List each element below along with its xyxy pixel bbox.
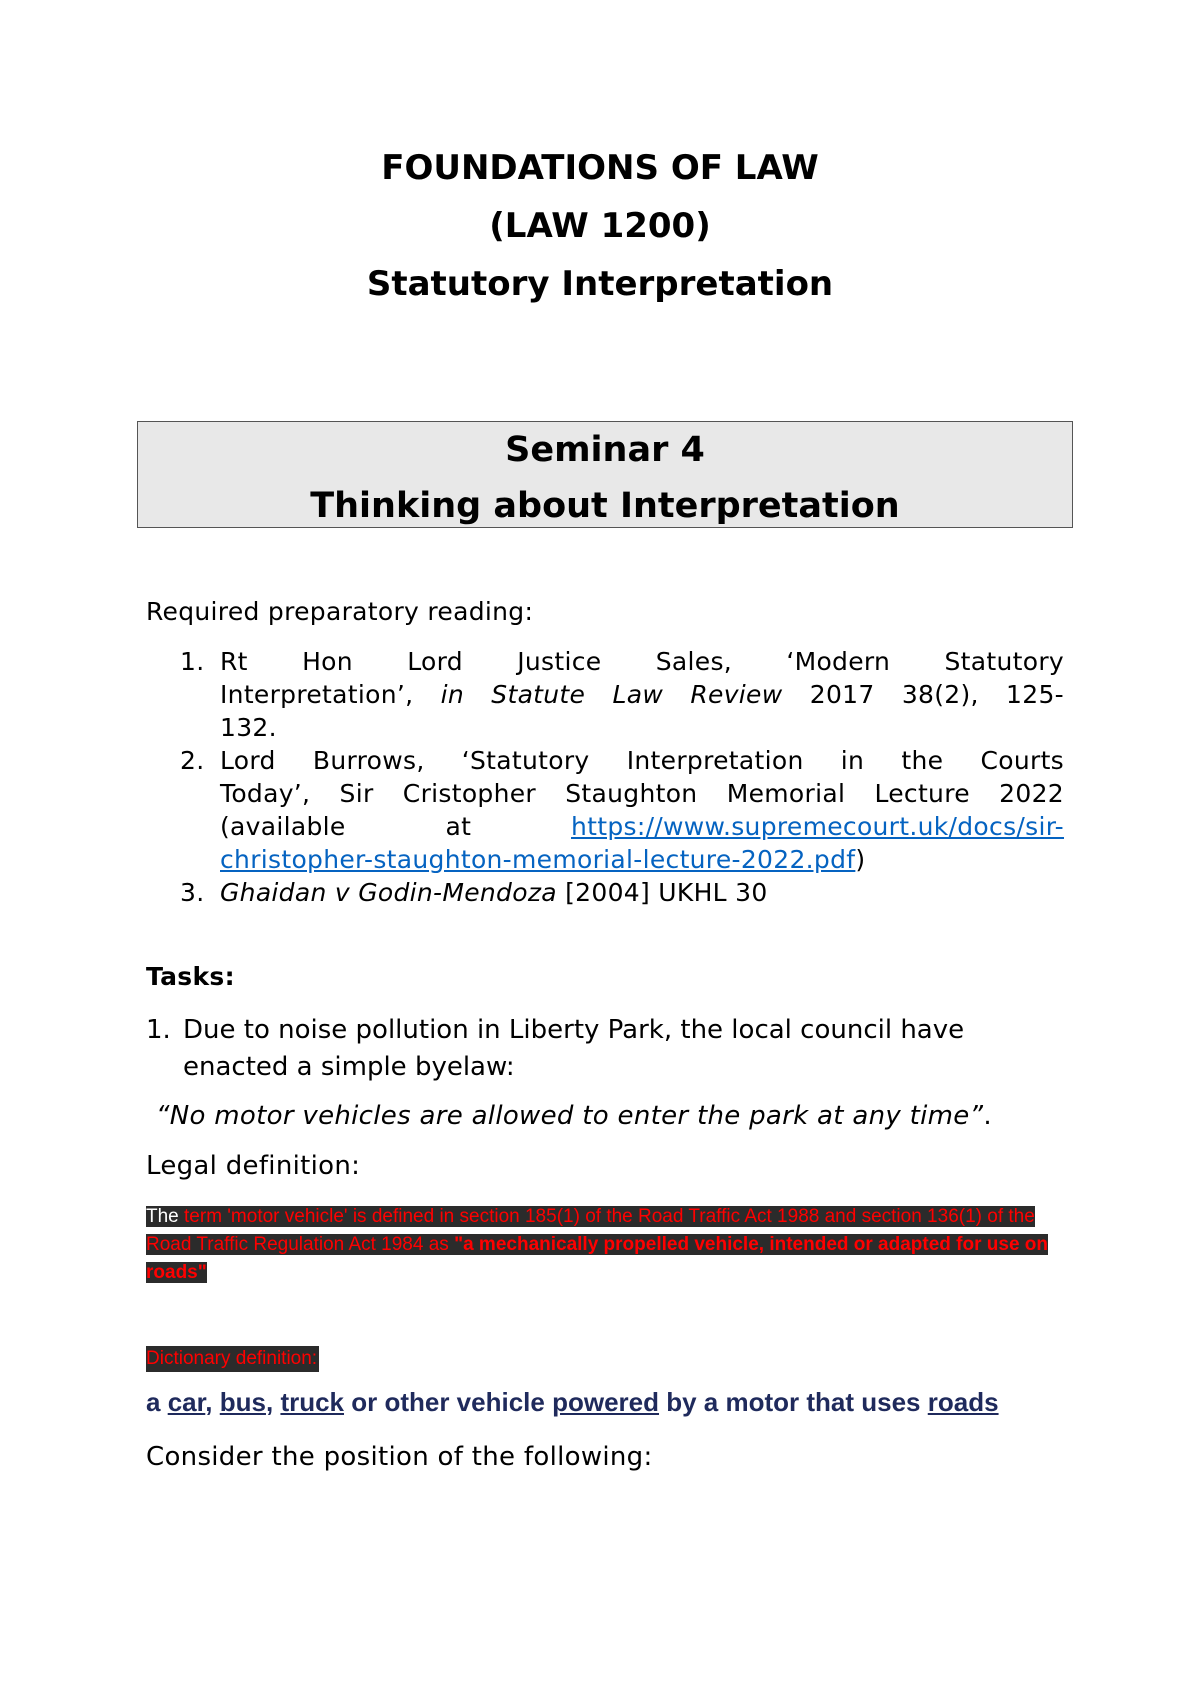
case-citation: [2004] UKHL 30 [556, 878, 768, 907]
dictionary-definition-text: a car, bus, truck or other vehicle powered by a motor that uses roads [146, 1387, 999, 1417]
list-number: 2. [180, 746, 205, 775]
dictionary-definition-label: Dictionary definition: [146, 1346, 319, 1372]
byelaw-quote: “No motor vehicles are allowed to enter the park at any time”. [156, 1101, 992, 1131]
course-code: (LAW 1200) [489, 206, 711, 246]
list-number: 3. [180, 878, 205, 907]
topic-title: Statutory Interpretation [366, 264, 834, 304]
list-number: 1. [180, 647, 205, 676]
case-name: Ghaidan v Godin-Mendoza [220, 878, 557, 907]
reading-item-2: 2. Lord Burrows, ‘Statutory Interpretation in the Courts Today’, Sir Cristopher Staughton Memorial Lecture 2022 (available at https://www.supremecourt.uk/docs/sir- christopher-staughton-memorial-lecture-2022.pdf) [180, 746, 1064, 874]
word-link-roads[interactable]: roads [927, 1387, 999, 1417]
supremecourt-link[interactable]: https://www.supremecourt.uk/docs/sir- [571, 812, 1064, 841]
seminar-title-box [137, 421, 1073, 528]
word-link-car[interactable]: car [167, 1387, 206, 1417]
reading-list [180, 645, 1064, 909]
word-link-bus[interactable]: bus [219, 1387, 266, 1417]
supremecourt-link-continued[interactable]: christopher-staughton-memorial-lecture-2022.pdf [220, 845, 856, 874]
course-title: FOUNDATIONS OF LAW [381, 148, 819, 188]
consider-prompt: Consider the position of the following: [146, 1442, 653, 1472]
task-item-1: 1. Due to noise pollution in Liberty Park, the local council have enacted a simple byelaw: [146, 1012, 1046, 1086]
word-link-truck[interactable]: truck [280, 1387, 345, 1417]
tasks-heading: Tasks: [146, 962, 235, 991]
word-link-powered[interactable]: powered [552, 1387, 660, 1417]
legal-definition-text: The term 'motor vehicle' is defined in section 185(1) of the Road Traffic Act 1988 and section 136(1) of the Road Traffic Regulation Act 1984 as "a mechanically propelled vehicle, intended or adapted for use on roads" [146, 1206, 1049, 1283]
reading-item-3 [180, 876, 1064, 909]
reading-item-1: 1. Rt Hon Lord Justice Sales, ‘Modern Statutory Interpretation’, in Statute Law Review 2017 38(2), 125- 132. [180, 647, 1064, 742]
list-number: 1. [146, 1015, 171, 1045]
reading-label: Required preparatory reading: [146, 597, 534, 626]
seminar-title: Thinking about Interpretation [310, 486, 900, 526]
legal-definition-label: Legal definition: [146, 1151, 361, 1181]
seminar-number: Seminar 4 [505, 430, 705, 470]
